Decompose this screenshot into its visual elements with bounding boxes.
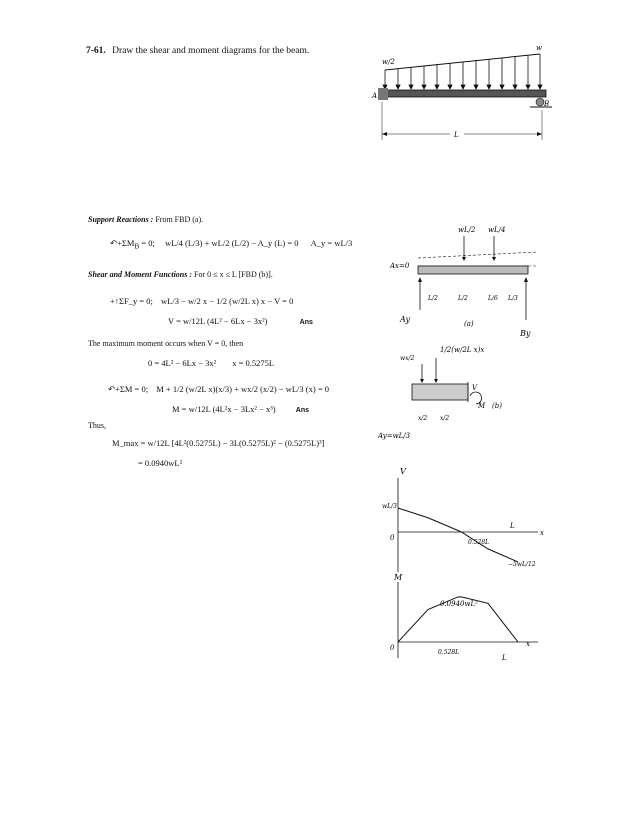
root-line <box>148 358 274 368</box>
fbd-b-m: M <box>478 402 486 410</box>
thus-text: Thus, <box>88 421 106 430</box>
ans-2: Ans <box>295 407 309 414</box>
mmax-equation: M_max = w/12L [4L²(0.5275L) − 3L(0.5275L)² − (0.5275L)³] <box>112 438 325 448</box>
fbd-b-label: (b) <box>492 402 502 410</box>
max-text: The maximum moment occurs when V = 0, then <box>88 339 244 348</box>
support-source: From FBD (a). <box>155 215 204 224</box>
v-result-line <box>168 316 313 326</box>
v-result: V = w/12L (4L² − 6Lx − 3x²) <box>168 316 268 326</box>
fbd-b-load-left: wx/2 <box>400 355 415 362</box>
support-reactions-heading <box>88 215 203 224</box>
support-heading: Support Reactions : <box>88 215 154 224</box>
roller-support-b <box>536 98 544 106</box>
fbd-a-dim-3: L/6 <box>488 295 498 302</box>
shear-end-label: L <box>510 522 515 530</box>
problem-header <box>86 46 309 56</box>
m-result-line <box>172 404 309 414</box>
fy-eq: wL/3 − w/2 x − 1/2 (w/2L x) x − V = 0 <box>161 296 294 306</box>
support-a-label: A <box>372 92 378 100</box>
root-eq: 0 = 4L² − 6Lx − 3x² <box>148 358 217 368</box>
fbd-a-load-2: wL/4 <box>488 226 506 234</box>
shear-diagram <box>368 462 548 582</box>
moment-equation: $↶+\Sigma M_B = 0$; wL/4 (L/3) + wL/2 (L/2) − A_y (L) = 0 A_y = wL/3 <box>110 238 353 251</box>
moment-origin-label: 0 <box>390 644 395 652</box>
moment-max-at-label: 0.528L <box>438 649 460 656</box>
moment-eq-label: +ΣM <box>117 238 135 248</box>
fbd-b-ay: Ay=wL/3 <box>378 432 411 440</box>
ay-result: A_y = wL/3 <box>310 238 353 248</box>
functions-heading <box>88 270 273 279</box>
fbd-b <box>378 338 518 448</box>
fbd-b-beam <box>412 384 468 400</box>
fbd-b-v: V <box>472 384 478 392</box>
load-left-label: w/2 <box>382 58 395 66</box>
problem-statement: Draw the shear and moment diagrams for the beam. <box>112 46 310 56</box>
fbd-a-dim-1: L/2 <box>428 295 438 302</box>
fbd-a-ay: Ay <box>400 315 410 324</box>
functions-heading-text: Shear and Moment Functions : <box>88 270 193 279</box>
functions-range: For 0 ≤ x ≤ L [FBD (b)]. <box>194 270 273 279</box>
moment-diagram <box>368 566 548 676</box>
mmax-result: = 0.0940wL² <box>138 458 183 468</box>
fbd-a-by: By <box>520 329 531 338</box>
beam-figure <box>360 40 560 150</box>
fbd-a-load-1: wL/2 <box>458 226 476 234</box>
distributed-load-arrows <box>383 54 542 89</box>
moment-m-label: M <box>394 573 403 582</box>
ans-1: Ans <box>299 319 313 326</box>
shear-zero-label: 0.528L <box>468 539 490 546</box>
support-b-label: B <box>544 100 550 108</box>
m-label: +ΣM = 0; <box>115 384 149 394</box>
shear-x-label: x <box>540 529 544 537</box>
fbd-a-dim-4: L/3 <box>508 295 518 302</box>
moment-max-label: 0.0940wL² <box>440 600 478 608</box>
moment-x-label: x <box>526 640 530 648</box>
fbd-b-dim-2: x/2 <box>440 415 450 422</box>
beam <box>380 90 546 97</box>
shear-v-label: V <box>400 467 406 476</box>
fbd-a-dim-2: L/2 <box>458 295 468 302</box>
fy-equation <box>110 296 293 306</box>
fbd-a-ax: Ax=0 <box>390 262 410 270</box>
shear-start-label: wL/3 <box>382 503 397 510</box>
load-right-label: w <box>536 44 542 52</box>
length-label: L <box>454 131 459 139</box>
shear-origin-label: 0 <box>390 534 395 542</box>
fbd-b-dim-1: x/2 <box>418 415 428 422</box>
fbd-a <box>390 220 540 340</box>
moment-end-label: L <box>502 654 507 662</box>
fbd-a-label: (a) <box>464 320 474 328</box>
m-eq: M + 1/2 (w/2L x)(x/3) + wx/2 (x/2) − wL/3 (x) = 0 <box>156 384 329 394</box>
moment-eq: wL/4 (L/3) + wL/2 (L/2) − A_y (L) = 0 <box>164 238 299 248</box>
fbd-a-beam <box>418 266 528 274</box>
problem-number: 7-61. <box>86 46 106 56</box>
m-result: M = w/12L (4L²x − 3Lx² − x³) <box>172 404 276 414</box>
shear-curve <box>398 508 518 562</box>
fbd-b-load-top: 1/2(w/2L x)x <box>440 346 485 354</box>
m-equation: ↶+ΣM = 0; M + 1/2 (w/2L x)(x/3) + wx/2 (x/2) − wL/3 (x) = 0 <box>108 384 329 394</box>
moment-eq-sub: B <box>134 242 140 251</box>
fy-label: +↑ΣF_y = 0; <box>110 296 153 306</box>
pin-support-a <box>378 88 388 100</box>
shear-end-value: −5wL/12 <box>508 561 536 568</box>
root-result: x = 0.5275L <box>232 358 275 368</box>
